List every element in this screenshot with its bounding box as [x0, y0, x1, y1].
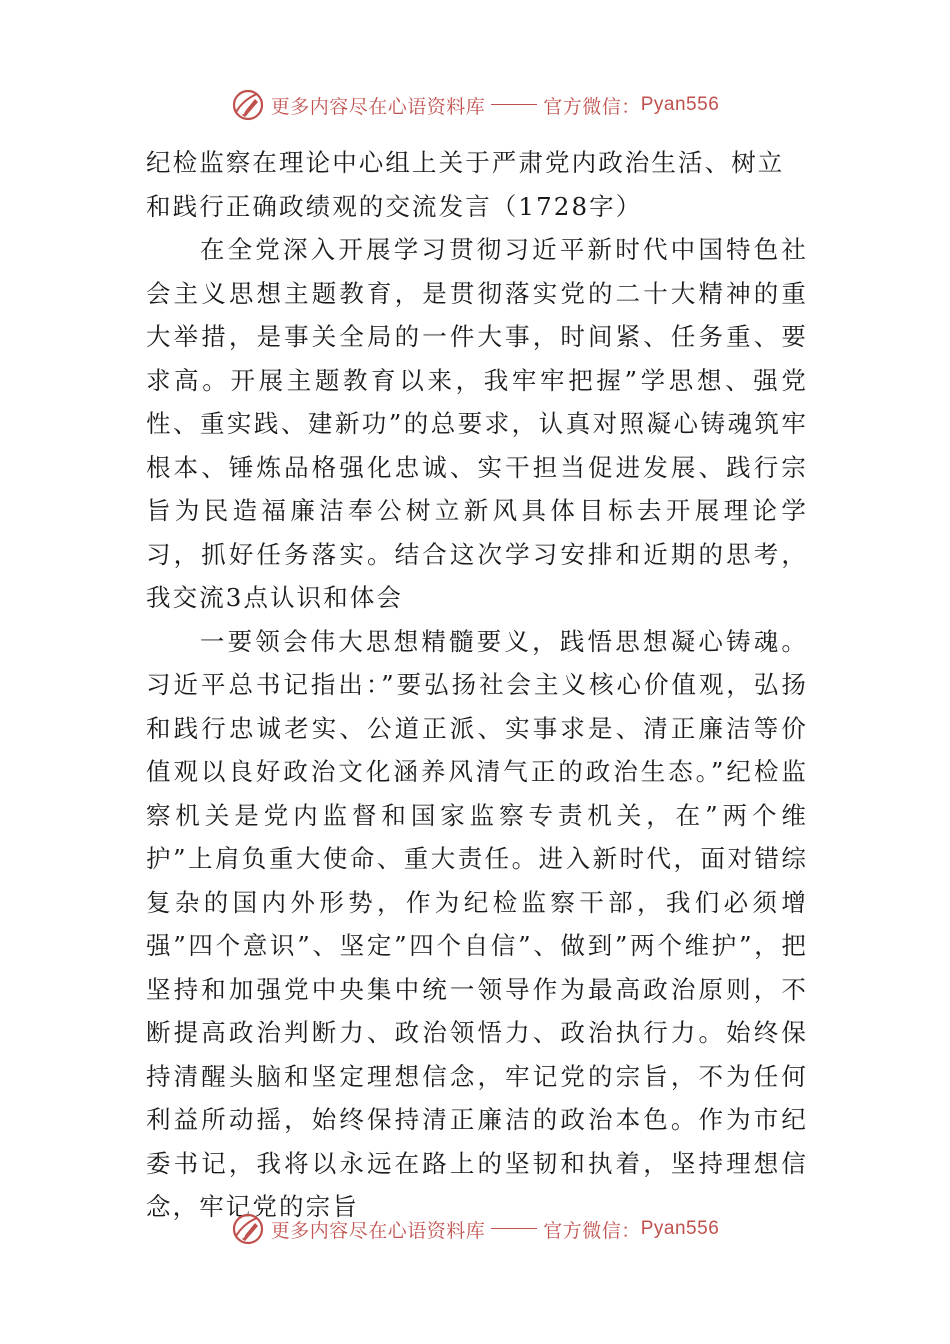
- header-watermark-banner: [0, 85, 950, 125]
- banner-dash: [491, 104, 537, 105]
- banner-wechat-id: Pyan556: [640, 1218, 720, 1239]
- paragraph-intro: 在全党深入开展学习贯彻习近平新时代中国特色社会主义思想主题教育，是贯彻落实党的二十大精神的重大举措，是事关全局的一件大事，时间紧、任务重、要求高。开展主题教育以来，我牢牢把握”学思想、强党性、重实践、建新功”的总要求，认真对照凝心铸魂筑牢根本、锤炼品格强化忠诚、实干担当促进发展、践行宗旨为民造福廉洁奉公树立新风具体目标去开展理论学习，抓好任务落实。结合这次学习安排和近期的思考，我交流3点认识和体会: [146, 235, 808, 612]
- document-title: 纪检监察在理论中心组上关于严肃党内政治生活、树立和践行正确政绩观的交流发言（1728字）: [146, 148, 785, 221]
- document-body: [146, 141, 808, 1229]
- banner-wechat-label: 官方微信：: [543, 95, 641, 118]
- paragraph-point-one: 一要领会伟大思想精髓要义，践悟思想凝心铸魂。习近平总书记指出：”要弘扬社会主义核心价值观，弘扬和践行忠诚老实、公道正派、实事求是、清正廉洁等价值观以良好政治文化涵养风清气正的政治生态。”纪检监察机关是党内监督和国家监察专责机关，在”两个维护”上肩负重大使命、重大责任。进入新时代，面对错综复杂的国内外形势，作为纪检监察干部，我们必须增强”四个意识”、坚定”四个自信”、做到”两个维护”，把坚持和加强党中央集中统一领导作为最高政治原则，不断提高政治判断力、政治领悟力、政治执行力。始终保持清醒头脑和坚定理想信念，牢记党的宗旨，不为任何利益所动摇，始终保持清正廉洁的政治本色。作为市纪委书记，我将以永远在路上的坚韧和执着，坚持理想信念，牢记党的宗旨: [146, 626, 808, 1221]
- footer-watermark-banner: [0, 1209, 950, 1249]
- pen-nib-logo-icon: [231, 1212, 265, 1246]
- banner-dash: [491, 1228, 537, 1229]
- banner-site-text: 更多内容尽在心语资料库: [270, 1219, 486, 1242]
- banner-wechat-label: 官方微信：: [543, 1219, 641, 1242]
- banner-site-text: 更多内容尽在心语资料库: [270, 95, 486, 118]
- banner-wechat-id: Pyan556: [640, 94, 720, 115]
- pen-nib-logo-icon: [231, 88, 265, 122]
